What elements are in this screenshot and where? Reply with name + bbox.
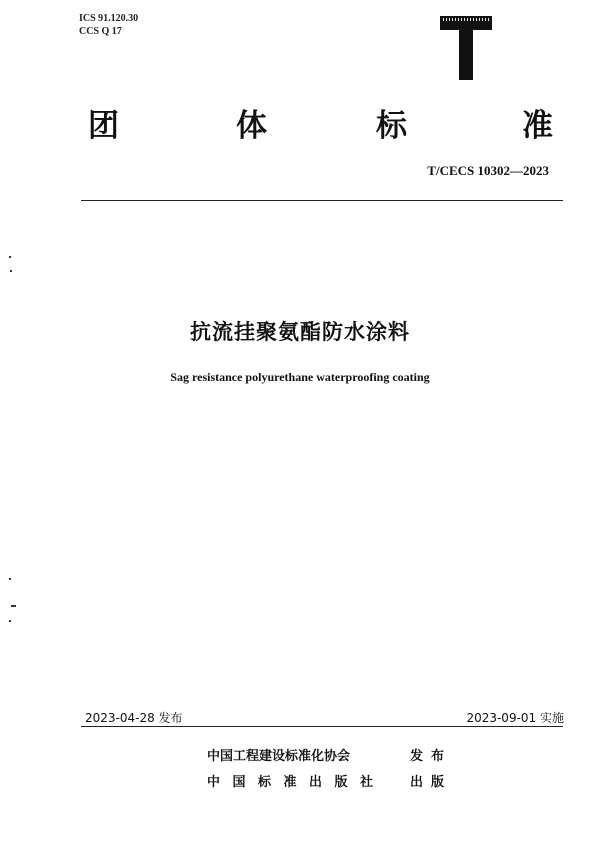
implementation-date: 2023-09-01 实施 (466, 711, 564, 725)
scan-speck (10, 270, 12, 272)
t-standard-logo (440, 16, 492, 80)
standard-type-heading (88, 100, 556, 144)
standard-type-char: 标 (376, 108, 407, 144)
title-chinese: 抗流挂聚氨酯防水涂料 (190, 320, 410, 344)
issue-date: 2023-04-28 发布 (85, 711, 183, 725)
publisher-action: 出版 (410, 775, 453, 790)
publisher-action: 发布 (410, 749, 453, 764)
title-english: Sag resistance polyurethane waterproofing coating (170, 370, 430, 384)
classification-codes (79, 12, 138, 38)
publisher-row (207, 745, 457, 771)
publisher-row (207, 771, 457, 797)
publisher-org: 中国工程建设标准化协会 (207, 749, 351, 764)
scan-speck (9, 620, 11, 622)
logo-ticks (443, 18, 489, 21)
standard-type-char: 准 (522, 108, 553, 144)
scan-speck (11, 605, 16, 607)
scan-speck (9, 256, 11, 258)
logo-stem (459, 30, 473, 80)
ccs-code: CCS Q 17 (79, 26, 122, 37)
header-divider (81, 200, 563, 201)
footer-divider (81, 726, 563, 727)
standard-type-char: 团 (88, 108, 119, 144)
publishers-block (207, 745, 457, 797)
ics-code: ICS 91.120.30 (79, 13, 139, 24)
standard-number: T/CECS 10302—2023 (427, 163, 549, 178)
scan-speck (9, 578, 11, 580)
standard-type-char: 体 (236, 108, 267, 144)
publisher-org: 中国标准出版社 (207, 775, 386, 790)
